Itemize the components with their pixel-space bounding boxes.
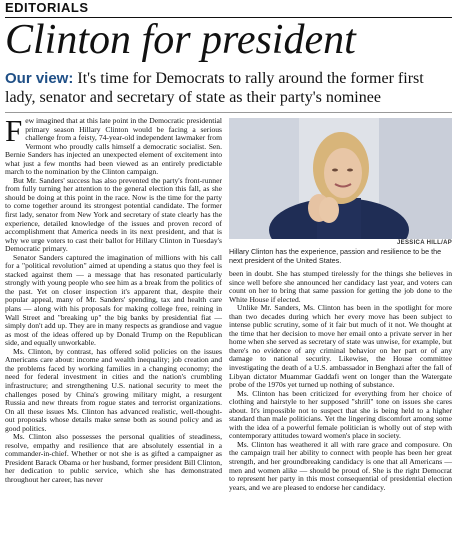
drop-cap: F	[5, 117, 23, 148]
deck-rule	[5, 112, 452, 113]
article-column-right	[229, 270, 452, 543]
photo-illustration	[229, 118, 452, 239]
article-paragraph: Senator Sanders captured the imagination of millions with his call for a "political revolution" aimed at upending a status quo they feel is stacked against them — a message that has resonated particularly strongly with young people who see him as a break from the politics of the past. Yet on closer inspection it's apparent that, despite their popular appeal, many of Mr. Sanders' spending, tax and health care plans — along with his proposals for making college free, reining in Wall Street and "breaking up" the big banks by presidential fiat — simply don't add up. They are in many respects as grandiose and vague as most of the ideas offered up by Donald Trump on the Republican side, and equally unworkable.	[5, 252, 222, 348]
article-paragraph: been in doubt. She has stumped tirelessly for the things she believes in since well before she announced her candidacy last year, and voters can count on her to bring that same passion for getting the job done to the White House if elected.	[229, 270, 452, 304]
article-paragraph: Ms. Clinton also possesses the personal qualities of steadiness, resolve, empathy and resilience that are absolutely essential in a commander-in-chief. Whether or not she is as gifted a campaigner as President Barack Obama or her husband, former president Bill Clinton, her dedication to public service, which she has demonstrated throughout her career, has never	[5, 432, 222, 484]
article-paragraph: Ms. Clinton has been criticized for everything from her choice of clothing and hairstyle to her supposed "shrill" tone on issues she cares about. It's impossible not to suspect that she is being held to a higher standard than male politicians. Yet the lingering discomfort among some with the idea of a powerful female politician is wholly out of step with contemporary attitudes toward women's place in society.	[229, 388, 452, 441]
section-label: EDITORIALS	[5, 0, 89, 15]
headline: Clinton for president	[5, 17, 356, 63]
article-paragraph: Few imagined that at this late point in the Democratic presidential primary season Hillary Clinton would be facing a serious challenge from a feisty, 74-year-old independent lawmaker from Vermont who proudly calls himself a democratic socialist. Sen. Bernie Sanders has injected an unexpected element of excitement into what just a few months had been viewed as an entirely predictable march to the nomination by the Clinton campaign.	[5, 117, 222, 177]
article-paragraph: Ms. Clinton, by contrast, has offered solid policies on the issues Americans care about: income and wealth inequality; job creation and the problems faced by working families in a changing economy; the need for federal investment in cities and the nation's crumbling infrastructure; and strengthening U.S. national security to meet the challenges posed by China's growing military might, a resurgent Russia and new threats from rogue states and terrorist organizations. On all these issues Ms. Clinton has advanced realistic, well-thought-out proposals whose details make sense both as sound policy and as good politics.	[5, 346, 222, 433]
deck-text: It's time for Democrats to rally around the former first lady, senator and secretary of state as their party's nominee	[5, 70, 424, 106]
article-paragraph: Ms. Clinton has weathered it all with rare grace and composure. On the campaign trail her ability to connect with people has been her great strength, and her groundbreaking candidacy is one that all Americans — men and women alike — should be proud of. She is the right Democrat to represent her party in this most consequential of presidential election years, and we are pleased to endorse her candidacy.	[229, 439, 452, 492]
article-paragraph: But Mr. Sanders' success has also prevented the party's front-runner from fully turning her attention to the general election this fall, as she should be doing at this point in the race. Now is the time for the party to come together around its strongest potential candidate. The former first lady, senator from New York and secretary of state clearly has the experience, detailed knowledge of the issues and proven record of accomplishment that America needs in its next president, and that is why we urge voters to cast their ballot for Hillary Clinton in Tuesday's Democratic primary.	[5, 175, 222, 254]
article-paragraph: Unlike Mr. Sanders, Ms. Clinton has been in the spotlight for more than two decades during which her every move has been subject to intense public scrutiny, some of it fair but much of it not. We thought at the time that her decision to move her email onto a private server in her home when she served as secretary of state was unwise, for example, but there's no evidence of any criminal behavior on her part or of any damage to national security. Likewise, the House committee investigating the death of a U.S. ambassador in Benghazi after the fall of Libyan dictator Muammar Gaddafi went on longer than the Watergate probe of the 1970s yet turned up nothing of substance.	[229, 303, 452, 390]
photo-credit: JESSICA HILL/AP	[397, 240, 452, 246]
photo-caption: Hillary Clinton has the experience, passion and resilience to be the next president of the United States.	[229, 247, 442, 265]
clinton-photo	[229, 118, 452, 239]
deck-label: Our view:	[5, 70, 74, 87]
deck	[5, 70, 453, 107]
article-column-left	[5, 117, 222, 543]
